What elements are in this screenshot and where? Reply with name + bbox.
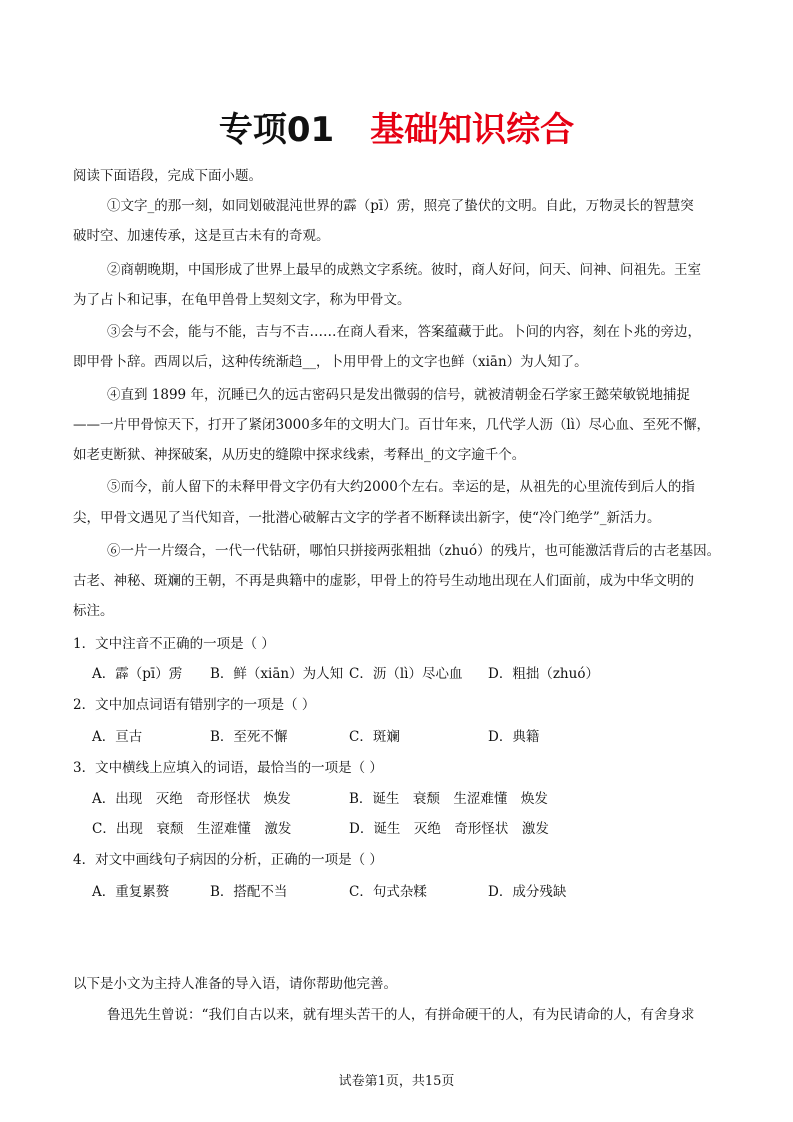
question-stem: 3．文中横线上应填入的词语，最恰当的一项是（ ） <box>73 760 383 776</box>
page-footer: 试卷第1页，共15页 <box>338 1074 455 1089</box>
section-2-intro: 以下是小文为主持人准备的导入语，请你帮助他完善。 <box>73 976 397 992</box>
option-b: B．搭配不当 <box>210 884 288 900</box>
reading-intro: 阅读下面语段，完成下面小题。 <box>73 168 262 184</box>
passage-line: 即甲骨卜辞。西周以后，这种传统渐趋__，卜用甲骨上的文字也鲜（xiān）为人知了。 <box>73 354 588 370</box>
question-stem: 4．对文中画线句子病因的分析，正确的一项是（ ） <box>73 852 383 868</box>
option-d: D．粗拙（zhuó） <box>488 666 599 682</box>
title-number: 专项01 <box>218 110 335 150</box>
question-stem: 1．文中注音不正确的一项是（ ） <box>73 636 275 652</box>
option-a: A．霹（pī）雳 <box>92 666 183 682</box>
passage-line: 古老、神秘、斑斓的王朝，不再是典籍中的虚影，甲骨上的符号生动地出现在人们面前，成为中华文明的 <box>73 573 694 589</box>
option-a: A．出现 灭绝 奇形怪状 焕发 <box>92 791 291 807</box>
option-d: D．典籍 <box>488 729 540 745</box>
passage-line: ③会与不会，能与不能，吉与不吉……在商人看来，答案蕴藏于此。卜问的内容，刻在卜兆的旁边， <box>107 324 701 340</box>
passage-line: ①文字_的那一刻，如同划破混沌世界的霹（pī）雳，照亮了蛰伏的文明。自此，万物灵长的智慧突 <box>107 198 694 214</box>
option-c: C．句式杂糅 <box>349 884 427 900</box>
option-b: B．诞生 衰颓 生涩难懂 焕发 <box>349 791 548 807</box>
page-title <box>0 108 793 152</box>
passage-line: ②商朝晚期，中国形成了世界上最早的成熟文字系统。彼时，商人好问，问天、问神、问祖先。王室 <box>107 262 701 278</box>
option-b: B．至死不懈 <box>210 729 288 745</box>
passage-line: 标注。 <box>73 603 114 619</box>
passage-line: 如老吏断狱、神探破案，从历史的缝隙中探求线索，考释出_的文字逾千个。 <box>73 447 526 463</box>
option-a: A．重复累赘 <box>92 884 170 900</box>
passage-line: ——一片甲骨惊天下，打开了紧闭3000多年的文明大门。百廿年来，几代学人沥（lì）尽心血、至死不懈， <box>73 417 710 433</box>
option-c: C．沥（lì）尽心血 <box>349 666 463 682</box>
option-b: B．鲜（xiān）为人知 <box>210 666 344 682</box>
passage-line: ⑥一片一片缀合，一代一代钻研，哪怕只拼接两张粗拙（zhuó）的残片，也可能激活背后的古老基因。 <box>107 543 721 559</box>
option-d: D．诞生 灭绝 奇形怪状 激发 <box>349 821 549 837</box>
option-a: A．亘古 <box>92 729 143 745</box>
passage-line: 破时空、加速传承，这是亘古未有的奇观。 <box>73 228 330 244</box>
passage-line: 为了占卜和记事，在龟甲兽骨上契刻文字，称为甲骨文。 <box>73 292 411 308</box>
passage-line: ⑤而今，前人留下的未释甲骨文字仍有大约2000个左右。幸运的是，从祖先的心里流传到后人的指 <box>107 479 695 495</box>
section-2-line: 鲁迅先生曾说：“我们自古以来，就有埋头苦干的人，有拼命硬干的人，有为民请命的人，有舍身求 <box>107 1007 695 1023</box>
passage-line: ④直到 1899 年，沉睡已久的远古密码只是发出微弱的信号，就被清朝金石学家王懿荣敏锐地捕捉 <box>107 387 690 403</box>
question-stem: 2．文中加点词语有错别字的一项是（ ） <box>73 697 316 713</box>
option-c: C．出现 衰颓 生涩难懂 激发 <box>92 821 292 837</box>
title-topic: 基础知识综合 <box>370 110 575 150</box>
option-c: C．斑斓 <box>349 729 400 745</box>
option-d: D．成分残缺 <box>488 884 567 900</box>
passage-line: 尖，甲骨文遇见了当代知音，一批潜心破解古文字的学者不断释读出新字，使“冷门绝学”_新活力。 <box>73 510 661 526</box>
